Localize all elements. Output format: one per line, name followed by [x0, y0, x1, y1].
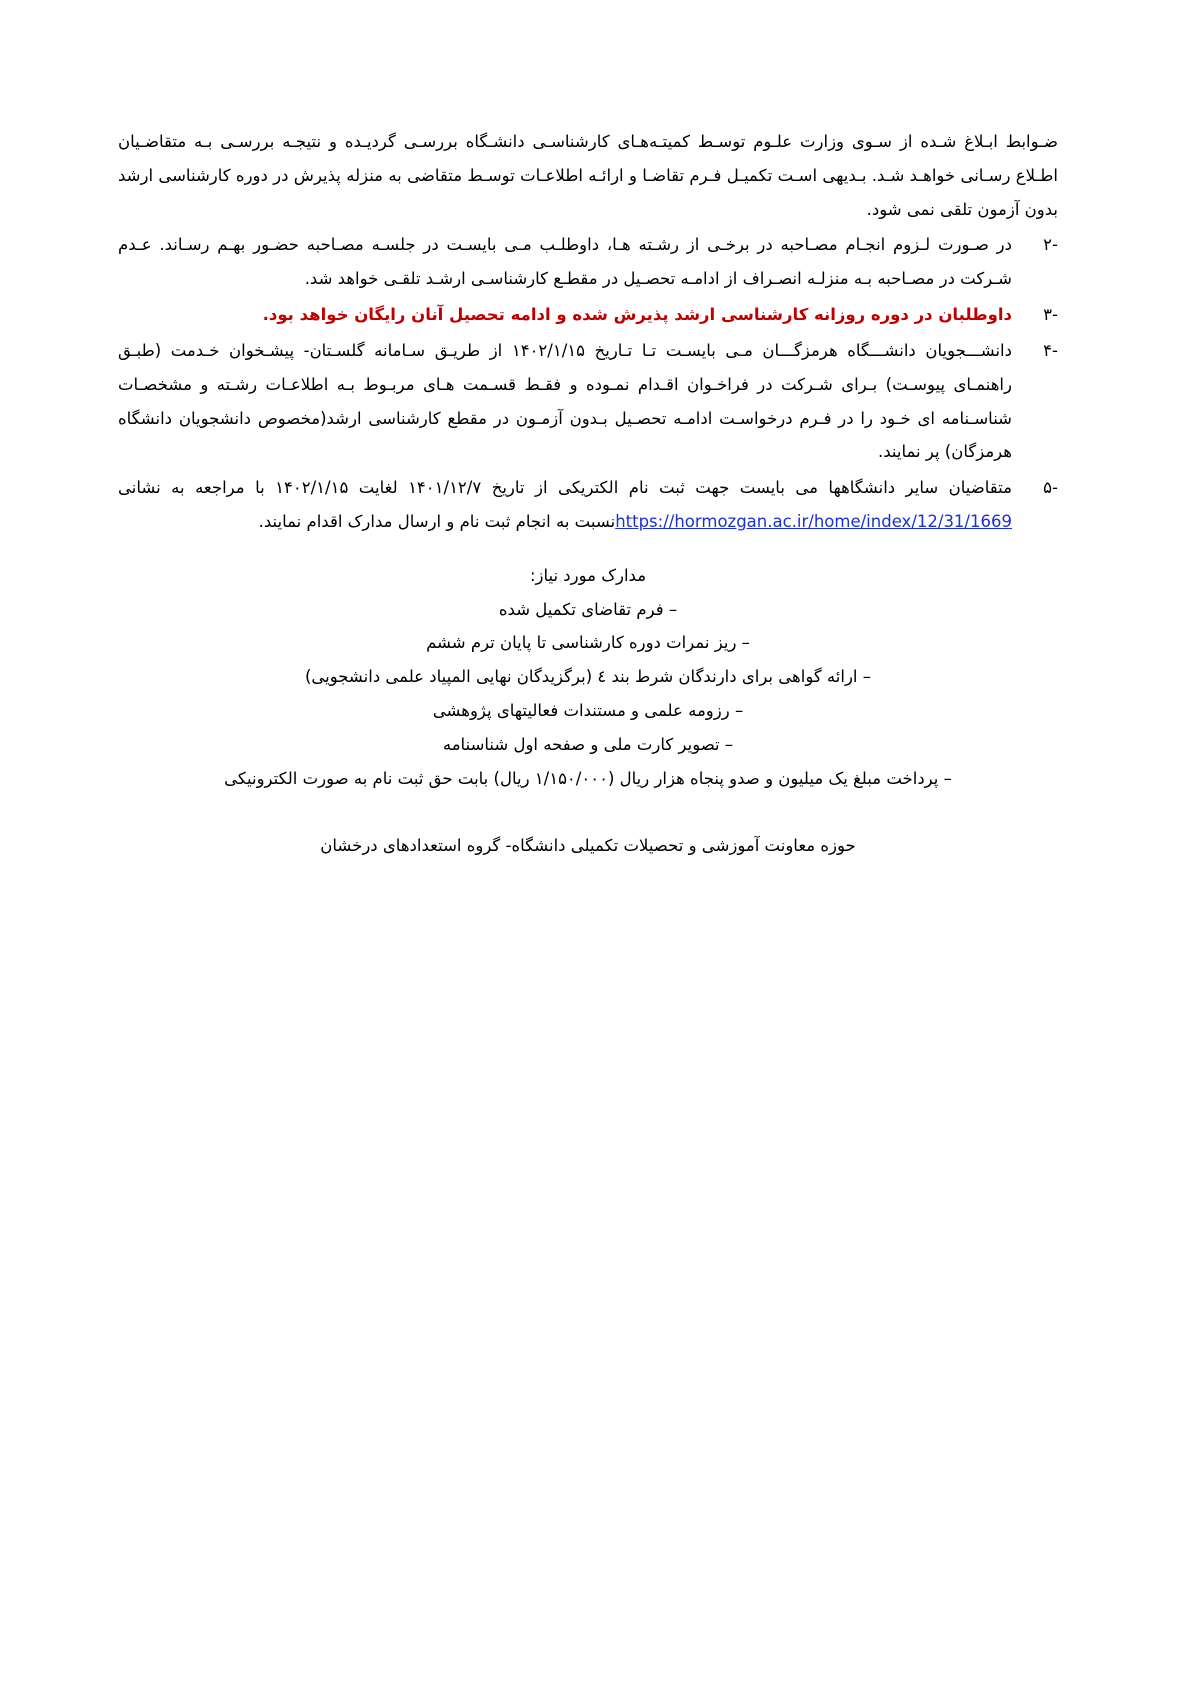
list-item-3-text-highlighted: داوطلبان در دوره روزانه کارشناسی ارشد پذیرش شده و ادامه تحصیل آنان رایگان خواهد بود.	[262, 305, 1012, 325]
list-item-2-text: در صـورت لـزوم انجـام مصـاحبه در برخـی از رشـته هـا، داوطلـب مـی بایسـت در جلسـه مصـاحبه حضـور بهـم رسـاند. عـدم شـرکت در مصـاحبه بـه منزلـه انصـراف از ادامـه تحصـیل در مقطـع کارشناسـی ارشـد تلقـی خواهد شد.	[118, 235, 1012, 289]
list-item-3-number: -۳	[1043, 305, 1058, 325]
required-document-item: – فرم تقاضای تکمیل شده	[498, 599, 678, 619]
spacer	[118, 541, 1058, 547]
required-document-item: – ارائه گواهی برای دارندگان شرط بند ٤ (برگزیدگان نهایی المپیاد علمی دانشجویی)	[304, 667, 872, 687]
list-item-5-number: -۵	[1043, 478, 1058, 498]
document-footer: حوزه معاونت آموزشی و تحصیلات تکمیلی دانشگاه- گروه استعدادهای درخشان	[320, 836, 856, 856]
list-item-5	[118, 471, 1058, 539]
required-document-item: – ریز نمرات دوره کارشناسی تا پایان ترم ششم	[426, 633, 750, 653]
required-document-item: – تصویر کارت ملی و صفحه اول شناسنامه	[442, 734, 734, 754]
list-item-5-text	[118, 471, 1012, 539]
list-item-2	[118, 228, 1058, 296]
list-item-4	[118, 334, 1058, 469]
required-document-item: – پرداخت مبلغ یک میلیون و صدو پنجاه هزار ریال (۱/۱۵۰/۰۰۰ ریال) بابت حق ثبت نام به صورت الکترونیکی	[224, 768, 952, 788]
required-documents-heading: مدارک مورد نیاز:	[529, 565, 647, 585]
list-item-2-number: -۲	[1043, 235, 1058, 255]
list-item-4-number: -۴	[1043, 340, 1058, 360]
intro-paragraph: ضـوابط ابـلاغ شـده از سـوی وزارت علـوم توسـط کمیتـه‌هـای کارشناسـی دانشـگاه بررسـی گردیـده و نتیجـه بررسـی بـه متقاضـیان اطـلاع رسـانی خواهـد شـد. بـدیهی اسـت تکمیـل فـرم تقاضـا و ارائـه اطلاعـات توسـط متقاضی به منزله پذیرش در دوره کارشناسی ارشد بدون آزمون تلقی نمی شود.	[118, 132, 1058, 219]
list-item-5-text-before: متقاضیان سایر دانشگاهها می بایست جهت ثبت نام الکتریکی از تاریخ ۱۴۰۱/۱۲/۷ لغایت ۱۴۰۲/۱/۱۵ با مراجعه به نشانی	[118, 478, 1012, 498]
list-item-4-text: دانشـــجویان دانشـــگاه هرمزگـــان مـی بایسـت تـا تـاریخ ۱۴۰۲/۱/۱۵ از طریـق سـامانه گلسـتان- پیشـخوان خـدمت (طبـق راهنمـای پیوسـت) بـرای شـرکت در فراخـوان اقـدام نمـوده و فقـط قسـمت هـای مربـوط بـه اطلاعـات رشـته و مشخصـات شناسـنامه ای خـود را در فـرم درخواسـت ادامـه تحصـیل بـدون آزمـون در مقطع کارشناسی ارشد(مخصوص دانشجویان دانشگاه هرمزگان) پر نمایند.	[118, 340, 1012, 462]
list-item-5-text-after: نسبت به انجام ثبت نام و ارسال مدارک اقدام نمایند.	[258, 511, 616, 531]
required-document-item: – رزومه علمی و مستندات فعالیتهای پژوهشی	[432, 701, 744, 720]
registration-link[interactable]: https://hormozgan.ac.ir/home/index/12/31/1669	[615, 511, 1012, 531]
list-item-3	[118, 298, 1058, 332]
